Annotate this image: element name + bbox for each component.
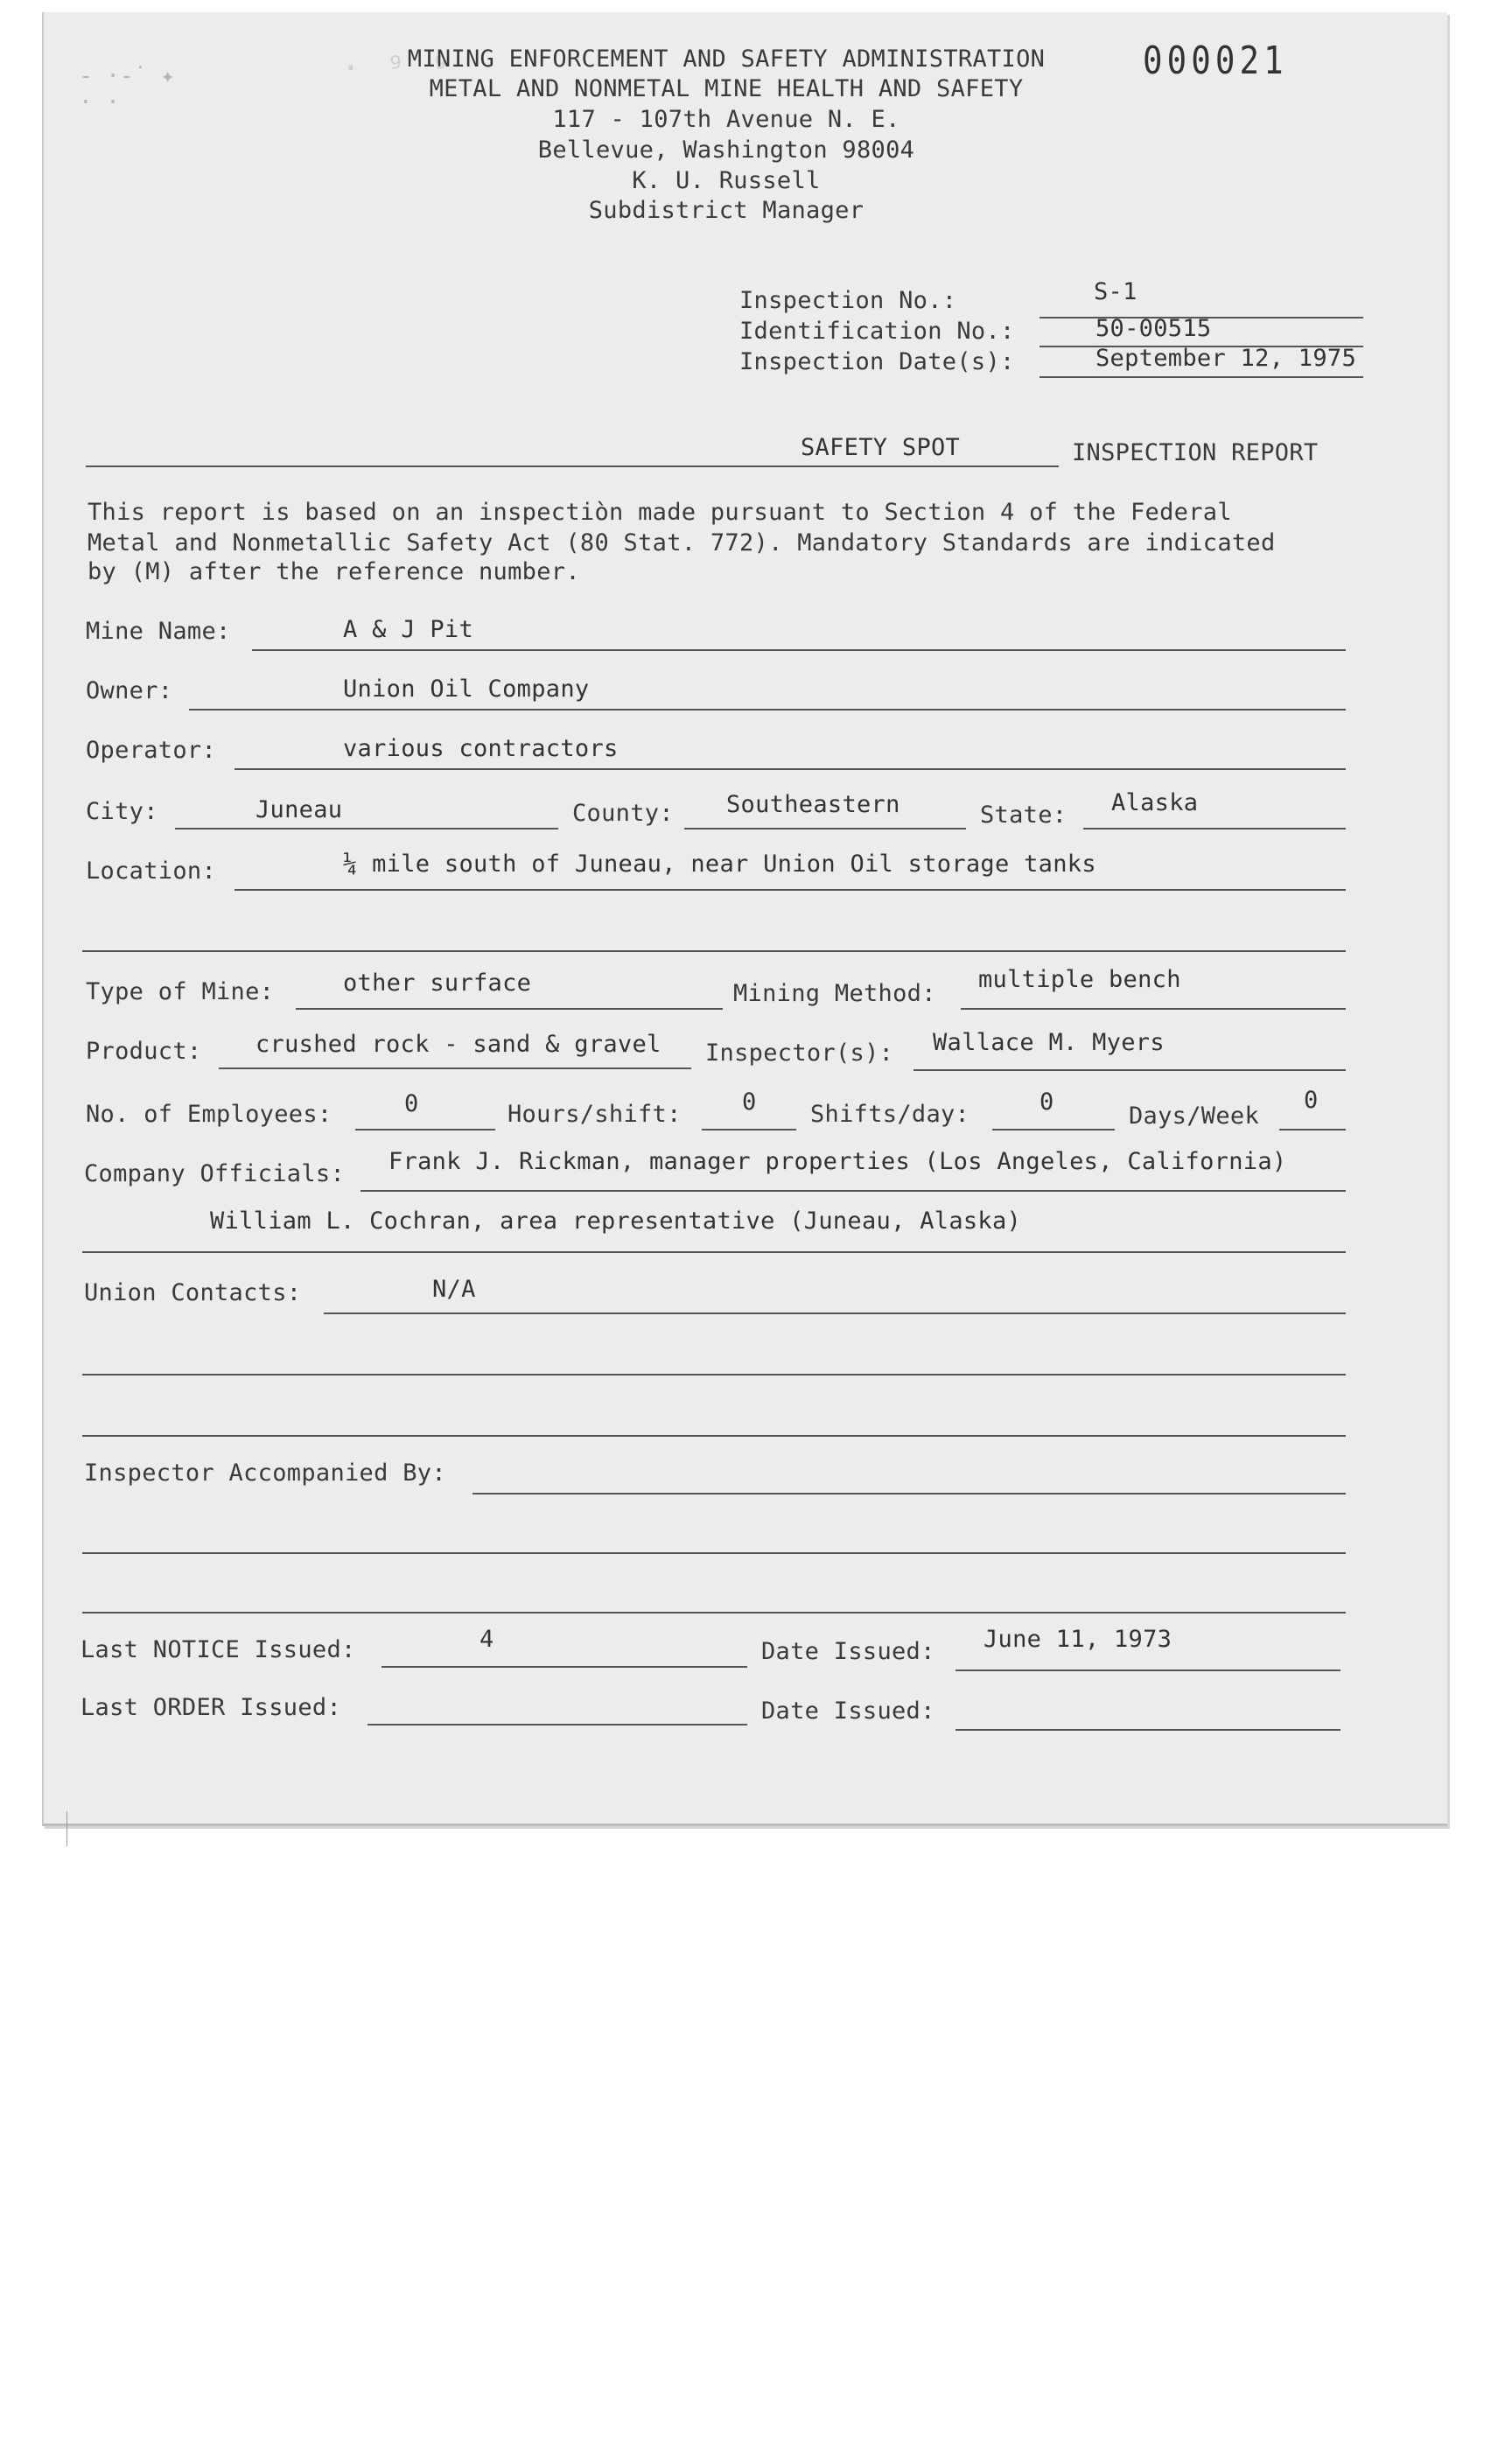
type-of-mine-value: other surface — [343, 970, 532, 997]
inspectors-line — [914, 1069, 1346, 1071]
last-order-line — [368, 1724, 747, 1726]
identification-number-label: Identification No.: — [739, 318, 1015, 345]
last-notice-line — [382, 1666, 747, 1668]
intro-paragraph-line-1: This report is based on an inspectiòn made pursuant to Section 4 of the Federal — [88, 499, 1232, 526]
owner-label: Owner: — [86, 677, 173, 704]
county-label: County: — [572, 800, 674, 827]
location-line-1 — [234, 889, 1346, 891]
intro-paragraph-line-2: Metal and Nonmetallic Safety Act (80 Stat. 772). Mandatory Standards are indicated — [88, 529, 1276, 556]
manager-title: Subdistrict Manager — [588, 197, 864, 224]
mine-name-value: A & J Pit — [343, 616, 473, 643]
address-line-1: 117 - 107th Avenue N. E. — [552, 106, 900, 133]
city-line — [175, 828, 558, 830]
location-line-2 — [82, 950, 1346, 952]
location-value: ¼ mile south of Juneau, near Union Oil storage tanks — [343, 850, 1096, 878]
mine-name-label: Mine Name: — [86, 618, 231, 645]
last-order-label: Last ORDER Issued: — [80, 1694, 341, 1721]
days-per-week-label: Days/Week — [1129, 1102, 1259, 1130]
location-label: Location: — [86, 858, 216, 885]
state-label: State: — [980, 802, 1068, 829]
inspectors-value: Wallace M. Myers — [933, 1029, 1165, 1056]
city-value: Juneau — [256, 796, 343, 823]
order-date-label: Date Issued: — [761, 1698, 935, 1725]
address-line-2: Bellevue, Washington 98004 — [537, 136, 915, 164]
operator-value: various contractors — [343, 735, 619, 762]
county-line — [684, 828, 966, 830]
company-official-2: William L. Cochran, area representative (Juneau, Alaska) — [210, 1208, 1022, 1235]
county-value: Southeastern — [726, 791, 900, 818]
operator-label: Operator: — [86, 737, 216, 764]
notice-date-label: Date Issued: — [761, 1638, 935, 1665]
hours-per-shift-line — [702, 1129, 796, 1130]
operator-line — [234, 768, 1346, 770]
company-official-1: Frank J. Rickman, manager properties (Los Angeles, California) — [388, 1148, 1287, 1175]
page-edge-mark — [66, 1811, 67, 1846]
product-label: Product: — [86, 1038, 202, 1065]
inspection-number-value: S-1 — [1094, 278, 1138, 305]
intro-paragraph-line-3: by (M) after the reference number. — [88, 558, 580, 585]
order-date-line — [956, 1729, 1340, 1731]
city-label: City: — [86, 798, 158, 825]
manager-name: K. U. Russell — [632, 167, 821, 194]
days-per-week-line — [1279, 1129, 1346, 1130]
owner-line — [189, 709, 1346, 710]
company-officials-label: Company Officials: — [84, 1160, 345, 1187]
document-page — [42, 12, 1447, 1826]
employees-line — [355, 1129, 495, 1130]
last-notice-value: 4 — [480, 1626, 494, 1653]
report-type-suffix: INSPECTION REPORT — [1072, 439, 1319, 466]
company-officials-line-1 — [360, 1190, 1346, 1192]
shifts-per-day-value: 0 — [1040, 1088, 1054, 1116]
state-value: Alaska — [1111, 789, 1199, 816]
shifts-per-day-label: Shifts/day: — [810, 1101, 970, 1128]
notice-date-value: June 11, 1973 — [984, 1626, 1172, 1653]
mining-method-label: Mining Method: — [733, 980, 936, 1007]
company-officials-line-2 — [82, 1251, 1346, 1253]
employees-value: 0 — [404, 1090, 419, 1117]
product-value: crushed rock - sand & gravel — [256, 1031, 662, 1058]
inspection-number-label: Inspection No.: — [739, 287, 957, 314]
inspectors-label: Inspector(s): — [705, 1040, 894, 1067]
division-name: METAL AND NONMETAL MINE HEALTH AND SAFETY — [429, 75, 1024, 102]
type-of-mine-label: Type of Mine: — [86, 978, 275, 1005]
union-contacts-line-1 — [324, 1312, 1346, 1314]
inspection-date-value: September 12, 1975 — [1096, 345, 1356, 372]
inspection-date-label: Inspection Date(s): — [739, 348, 1015, 375]
union-contacts-line-2 — [82, 1374, 1346, 1376]
agency-name: MINING ENFORCEMENT AND SAFETY ADMINISTRATION — [407, 46, 1046, 73]
accompanied-by-line-1 — [472, 1493, 1346, 1494]
smudge-mark: - ·-˙ ✦ · · — [79, 63, 175, 116]
mining-method-value: multiple bench — [978, 966, 1181, 993]
employees-label: No. of Employees: — [86, 1101, 332, 1128]
shifts-per-day-line — [992, 1129, 1115, 1130]
union-contacts-label: Union Contacts: — [84, 1279, 302, 1306]
last-notice-label: Last NOTICE Issued: — [80, 1636, 356, 1663]
state-line — [1083, 828, 1346, 830]
accompanied-by-line-2 — [82, 1552, 1346, 1554]
hours-per-shift-label: Hours/shift: — [508, 1101, 682, 1128]
type-of-mine-line — [296, 1008, 723, 1010]
owner-value: Union Oil Company — [343, 676, 590, 703]
union-contacts-value: N/A — [432, 1276, 476, 1303]
identification-number-value: 50-00515 — [1096, 315, 1212, 342]
hours-per-shift-value: 0 — [742, 1088, 757, 1116]
document-number: 000021 — [1143, 38, 1288, 83]
mining-method-line — [961, 1008, 1346, 1010]
accompanied-by-line-3 — [82, 1612, 1346, 1614]
days-per-week-value: 0 — [1304, 1087, 1319, 1114]
notice-date-line — [956, 1670, 1340, 1671]
bleed-through-mark: · ⁹ ⁹ — [341, 51, 454, 87]
product-line — [219, 1068, 691, 1069]
mine-name-line — [252, 649, 1346, 651]
report-type-value: SAFETY SPOT — [801, 434, 961, 461]
inspection-date-line — [1040, 376, 1363, 378]
accompanied-by-label: Inspector Accompanied By: — [84, 1460, 446, 1487]
union-contacts-line-3 — [82, 1435, 1346, 1437]
report-type-line — [86, 466, 1059, 467]
